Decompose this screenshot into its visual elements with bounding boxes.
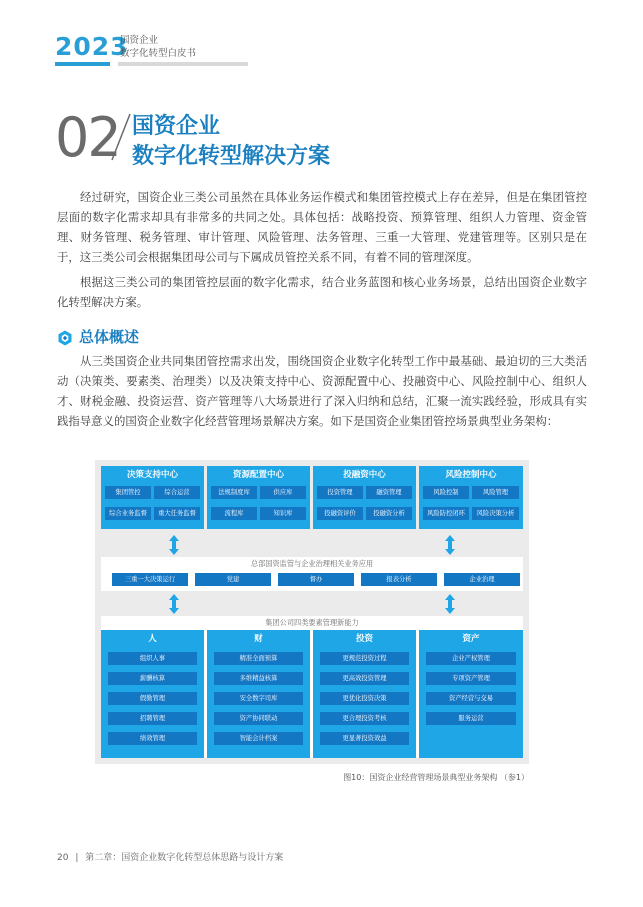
footer-chapter-text: 第二章：国资企业数字化转型总体思路与设计方案 bbox=[85, 853, 284, 863]
section-band-title: 集团公司四类要素管理新能力 bbox=[265, 618, 359, 627]
diagram-item: 投融资评价 bbox=[317, 507, 363, 520]
figure-caption: 图10：国资企业经营管理场景典型业务架构 （参1） bbox=[343, 773, 529, 782]
panel-title: 资产 bbox=[462, 634, 480, 644]
chapter-slash-icon bbox=[110, 112, 132, 162]
panel-finance bbox=[207, 630, 310, 758]
diagram-item: 假勤管理 bbox=[108, 692, 197, 705]
page-number: 20 bbox=[57, 853, 69, 863]
diagram-item: 三重一大决策运行 bbox=[112, 573, 188, 586]
diagram-item: 资产协同联动 bbox=[214, 712, 303, 725]
panel-title: 投资 bbox=[355, 634, 373, 644]
diagram-item: 企业产权管理 bbox=[426, 652, 516, 665]
diagram-item: 法规制度库 bbox=[211, 486, 257, 499]
diagram-item: 更规范投资过程 bbox=[320, 652, 409, 665]
diagram-item: 重大任务监督 bbox=[154, 507, 200, 520]
diagram-item: 党建 bbox=[195, 573, 271, 586]
architecture-diagram bbox=[95, 460, 529, 764]
chapter-title-line2: 数字化转型解决方案 bbox=[132, 144, 331, 169]
diagram-item: 综合运营 bbox=[154, 486, 200, 499]
diagram-item: 风险控制 bbox=[423, 486, 469, 499]
panel-decision-support bbox=[101, 466, 204, 529]
panel-title: 决策支持中心 bbox=[126, 470, 178, 480]
panel-title: 风险控制中心 bbox=[445, 470, 497, 480]
double-arrow-icon bbox=[169, 535, 179, 555]
header-title-line1: 国资企业 bbox=[120, 35, 159, 46]
double-arrow-icon bbox=[445, 535, 455, 555]
diagram-item: 风险决策分析 bbox=[472, 507, 519, 520]
diagram-item: 投资管理 bbox=[317, 486, 363, 499]
diagram-item: 流程库 bbox=[211, 507, 257, 520]
chapter-number: 02 bbox=[55, 106, 120, 169]
intro-paragraph-2: 根据这三类公司的集团管控层面的数字化需求，结合业务蓝图和核心业务场景，总结出国资企业数字化转型解决方案。 bbox=[57, 275, 587, 309]
diagram-item: 融资管理 bbox=[366, 486, 412, 499]
hexagon-icon bbox=[57, 330, 73, 346]
page-footer bbox=[57, 850, 283, 863]
diagram-item: 服务运营 bbox=[426, 712, 516, 725]
panel-title: 财 bbox=[254, 634, 263, 644]
diagram-item: 报表分析 bbox=[361, 573, 437, 586]
diagram-item: 投融资分析 bbox=[366, 507, 412, 520]
double-arrow-icon bbox=[169, 594, 179, 614]
panel-investment-financing bbox=[313, 466, 416, 529]
diagram-item: 组织人事 bbox=[108, 652, 197, 665]
panel-people bbox=[101, 630, 204, 758]
header-divider bbox=[118, 62, 248, 66]
diagram-item: 更优化投资决策 bbox=[320, 692, 409, 705]
header-title-line2: 数字化转型白皮书 bbox=[120, 48, 197, 59]
diagram-item: 绩效管理 bbox=[108, 732, 197, 745]
chapter-title-line1: 国资企业 bbox=[132, 114, 221, 139]
governance-band bbox=[101, 557, 523, 591]
intro-paragraph-1: 经过研究，国资企业三类公司虽然在具体业务运作模式和集团管控模式上存在差异，但是在集团管控层面的数字化需求却具有非常多的共同之处。具体包括：战略投资、预算管理、组织人力管理、资金管理、财务管理、税务管理、审计管理、风险管理、法务管理、三重一大管理、党建管理等。区别只是在于，这三类公司会根据集团母公司与下属成员管控关系不同，有着不同的管理深度。 bbox=[57, 190, 587, 264]
diagram-item: 企业治理 bbox=[444, 573, 520, 586]
diagram-item: 综合业务监督 bbox=[105, 507, 151, 520]
panel-title: 资源配置中心 bbox=[232, 470, 284, 480]
diagram-item: 督办 bbox=[278, 573, 354, 586]
diagram-item: 风险防控闭环 bbox=[423, 507, 469, 520]
diagram-item: 安全数字司库 bbox=[214, 692, 303, 705]
diagram-item: 薪酬核算 bbox=[108, 672, 197, 685]
panel-title: 人 bbox=[148, 634, 157, 644]
diagram-item: 资产经营与交易 bbox=[426, 692, 516, 705]
diagram-item: 集团管控 bbox=[105, 486, 151, 499]
overview-paragraph: 从三类国资企业共同集团管控需求出发，围绕国资企业数字化转型工作中最基础、最迫切的三大类活动（决策类、要素类、治理类）以及决策支持中心、资源配置中心、投融资中心、风险控制中心、组织人才、财税金融、投资运营、资产管理等八大场景进行了深入归纳和总结，汇聚一流实践经验，形成具有实践指导意义的国资企业数字化经营管理场景解决方案。如下是国资企业集团管控场景典型业务架构： bbox=[57, 354, 587, 428]
header-accent-bar bbox=[55, 62, 110, 66]
panel-investment bbox=[313, 630, 416, 758]
diagram-item: 精准全面预算 bbox=[214, 652, 303, 665]
panel-assets bbox=[419, 630, 523, 758]
diagram-item: 更高效投资管理 bbox=[320, 672, 409, 685]
header-year: 2023 bbox=[55, 32, 129, 61]
diagram-item: 专项资产管理 bbox=[426, 672, 516, 685]
diagram-item: 更显著投资效益 bbox=[320, 732, 409, 745]
diagram-item: 知识库 bbox=[260, 507, 306, 520]
section-title: 总体概述 bbox=[79, 328, 140, 346]
diagram-item: 多维精益核算 bbox=[214, 672, 303, 685]
diagram-item: 风险管理 bbox=[472, 486, 519, 499]
panel-title: 投融资中心 bbox=[343, 470, 386, 480]
footer-separator: | bbox=[75, 853, 79, 863]
band-title: 总部国资监管与企业治理相关业务应用 bbox=[250, 559, 374, 568]
panel-resource-allocation bbox=[207, 466, 310, 529]
diagram-item: 更合理投资考核 bbox=[320, 712, 409, 725]
diagram-item: 供应库 bbox=[260, 486, 306, 499]
diagram-item: 智能会计档案 bbox=[214, 732, 303, 745]
diagram-item: 招聘管理 bbox=[108, 712, 197, 725]
panel-risk-control bbox=[419, 466, 523, 529]
double-arrow-icon bbox=[445, 594, 455, 614]
